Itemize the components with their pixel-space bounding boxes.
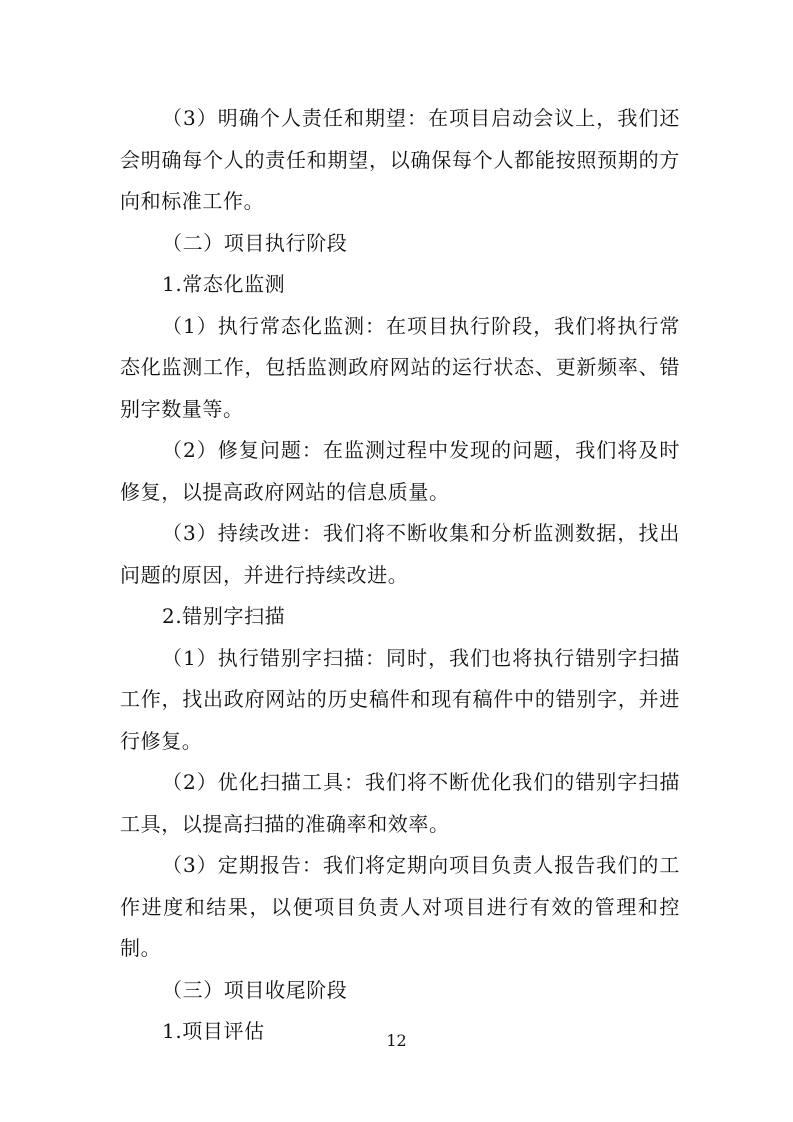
section-heading-execution-phase: （二）项目执行阶段 <box>162 230 348 255</box>
page-number: 12 <box>386 1031 407 1050</box>
paragraph-optimize-scan-tool: （2）优化扫描工具：我们将不断优化我们的错别字扫描工具，以提高扫描的准确率和效率。 <box>120 770 680 836</box>
paragraph-regular-report: （3）定期报告：我们将定期向项目负责人报告我们的工作进度和结果，以便项目负责人对项目进行有效的管理和控制。 <box>120 853 680 960</box>
subheading-project-evaluation: 1.项目评估 <box>162 1019 265 1043</box>
document-body <box>120 98 680 1053</box>
section-heading-closing-phase: （三）项目收尾阶段 <box>162 977 348 1002</box>
paragraph-clarify-responsibility: （3）明确个人责任和期望：在项目启动会议上，我们还会明确每个人的责任和期望，以确保每个人都能按照预期的方向和标准工作。 <box>120 106 680 213</box>
paragraph-execute-typo-scan: （1）执行错别字扫描：同时，我们也将执行错别字扫描工作，找出政府网站的历史稿件和现有稿件中的错别字，并进行修复。 <box>120 645 680 753</box>
subheading-typo-scan: 2.错别字扫描 <box>162 604 286 628</box>
paragraph-execute-monitoring: （1）执行常态化监测：在项目执行阶段，我们将执行常态化监测工作，包括监测政府网站的运行状态、更新频率、错别字数量等。 <box>120 313 680 421</box>
paragraph-fix-issues: （2）修复问题：在监测过程中发现的问题，我们将及时修复，以提高政府网站的信息质量。 <box>120 438 680 504</box>
subheading-routine-monitoring: 1.常态化监测 <box>162 272 286 296</box>
paragraph-continuous-improvement: （3）持续改进：我们将不断收集和分析监测数据，找出问题的原因，并进行持续改进。 <box>120 521 680 587</box>
